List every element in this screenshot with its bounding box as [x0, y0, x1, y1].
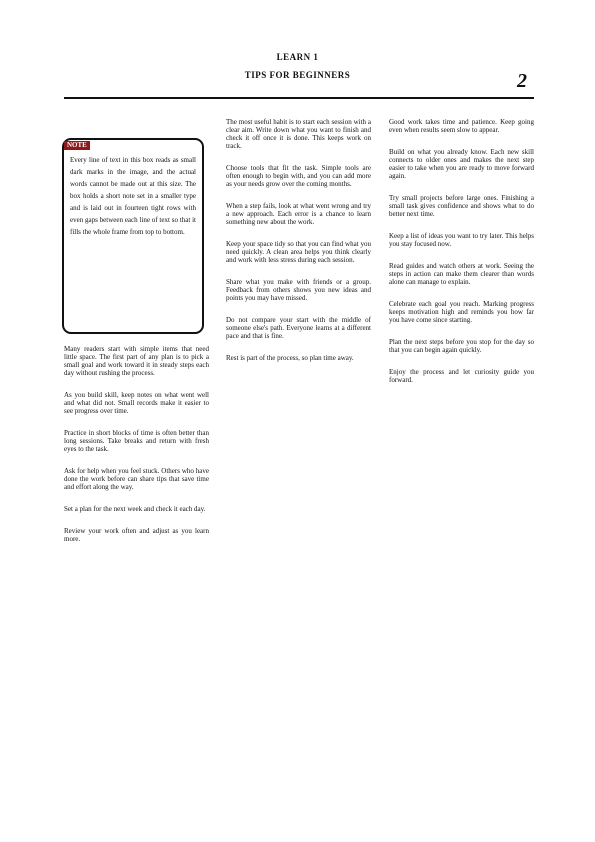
column-1 [64, 345, 209, 557]
running-header-subtitle: TIPS FOR BEGINNERS [244, 70, 351, 80]
paragraph: Rest is part of the process, so plan time away. [226, 354, 354, 362]
paragraph: Share what you make with friends or a group. Feedback from others shows you new ideas and points you may have missed. [226, 278, 371, 302]
paragraph: Set a plan for the next week and check it each day. [64, 505, 206, 513]
sidebar-note-box [62, 138, 204, 334]
column-3 [389, 118, 534, 398]
paragraph: Keep your space tidy so that you can find what you need quickly. A clean area helps you think clearly and work with less stress during each session. [226, 240, 371, 264]
paragraph: The most useful habit is to start each session with a clear aim. Write down what you want to finish and check it off once it is done. This keeps work on track. [226, 118, 371, 150]
paragraph: Ask for help when you feel stuck. Others who have done the work before can share tips that save time and effort along the way. [64, 467, 209, 491]
paragraph: Choose tools that fit the task. Simple tools are often enough to begin with, and you can add more as your needs grow over the coming months. [226, 164, 371, 188]
column-2 [226, 118, 371, 376]
paragraph: Read guides and watch others at work. Seeing the steps in action can make them clearer than words alone can manage to explain. [389, 262, 534, 286]
running-header-title: LEARN 1 [276, 52, 319, 62]
paragraph: Enjoy the process and let curiosity guide you forward. [389, 368, 534, 384]
paragraph: Good work takes time and patience. Keep going even when results seem slow to appear. [389, 118, 534, 134]
paragraph: Do not compare your start with the middle of someone else's path. Everyone learns at a different pace and that is fine. [226, 316, 371, 340]
paragraph: Many readers start with simple items that need little space. The first part of any plan is to pick a small goal and work toward it in steady steps each day without rushing the process. [64, 345, 209, 377]
paragraph: Plan the next steps before you stop for the day so that you can begin again quickly. [389, 338, 534, 354]
paragraph: Keep a list of ideas you want to try later. This helps you stay focused now. [389, 232, 534, 248]
paragraph: Try small projects before large ones. Finishing a small task gives confidence and shows what to do better next time. [389, 194, 534, 218]
paragraph: Celebrate each goal you reach. Marking progress keeps motivation high and reminds you how far you have come since starting. [389, 300, 534, 324]
page-number: 2 [517, 70, 527, 92]
sidebar-label: NOTE [64, 141, 90, 150]
paragraph: When a step fails, look at what went wrong and try a new approach. Each error is a chance to learn something new about the work. [226, 202, 371, 226]
paragraph: As you build skill, keep notes on what went well and what did not. Small records make it easier to see progress over time. [64, 391, 209, 415]
header-rule [64, 97, 534, 99]
sidebar-text: Every line of text in this box reads as small dark marks in the image, and the actual words cannot be made out at this size. The box holds a short note set in a smaller type and is laid out in fourteen tight rows with even gaps between each line of text so that it fills the whole frame from top to bottom. [70, 156, 196, 236]
paragraph: Review your work often and adjust as you learn more. [64, 527, 209, 543]
paragraph: Practice in short blocks of time is often better than long sessions. Take breaks and return with fresh eyes to the task. [64, 429, 209, 453]
paragraph: Build on what you already know. Each new skill connects to older ones and makes the next step easier to take when you are ready to move forward again. [389, 148, 534, 180]
